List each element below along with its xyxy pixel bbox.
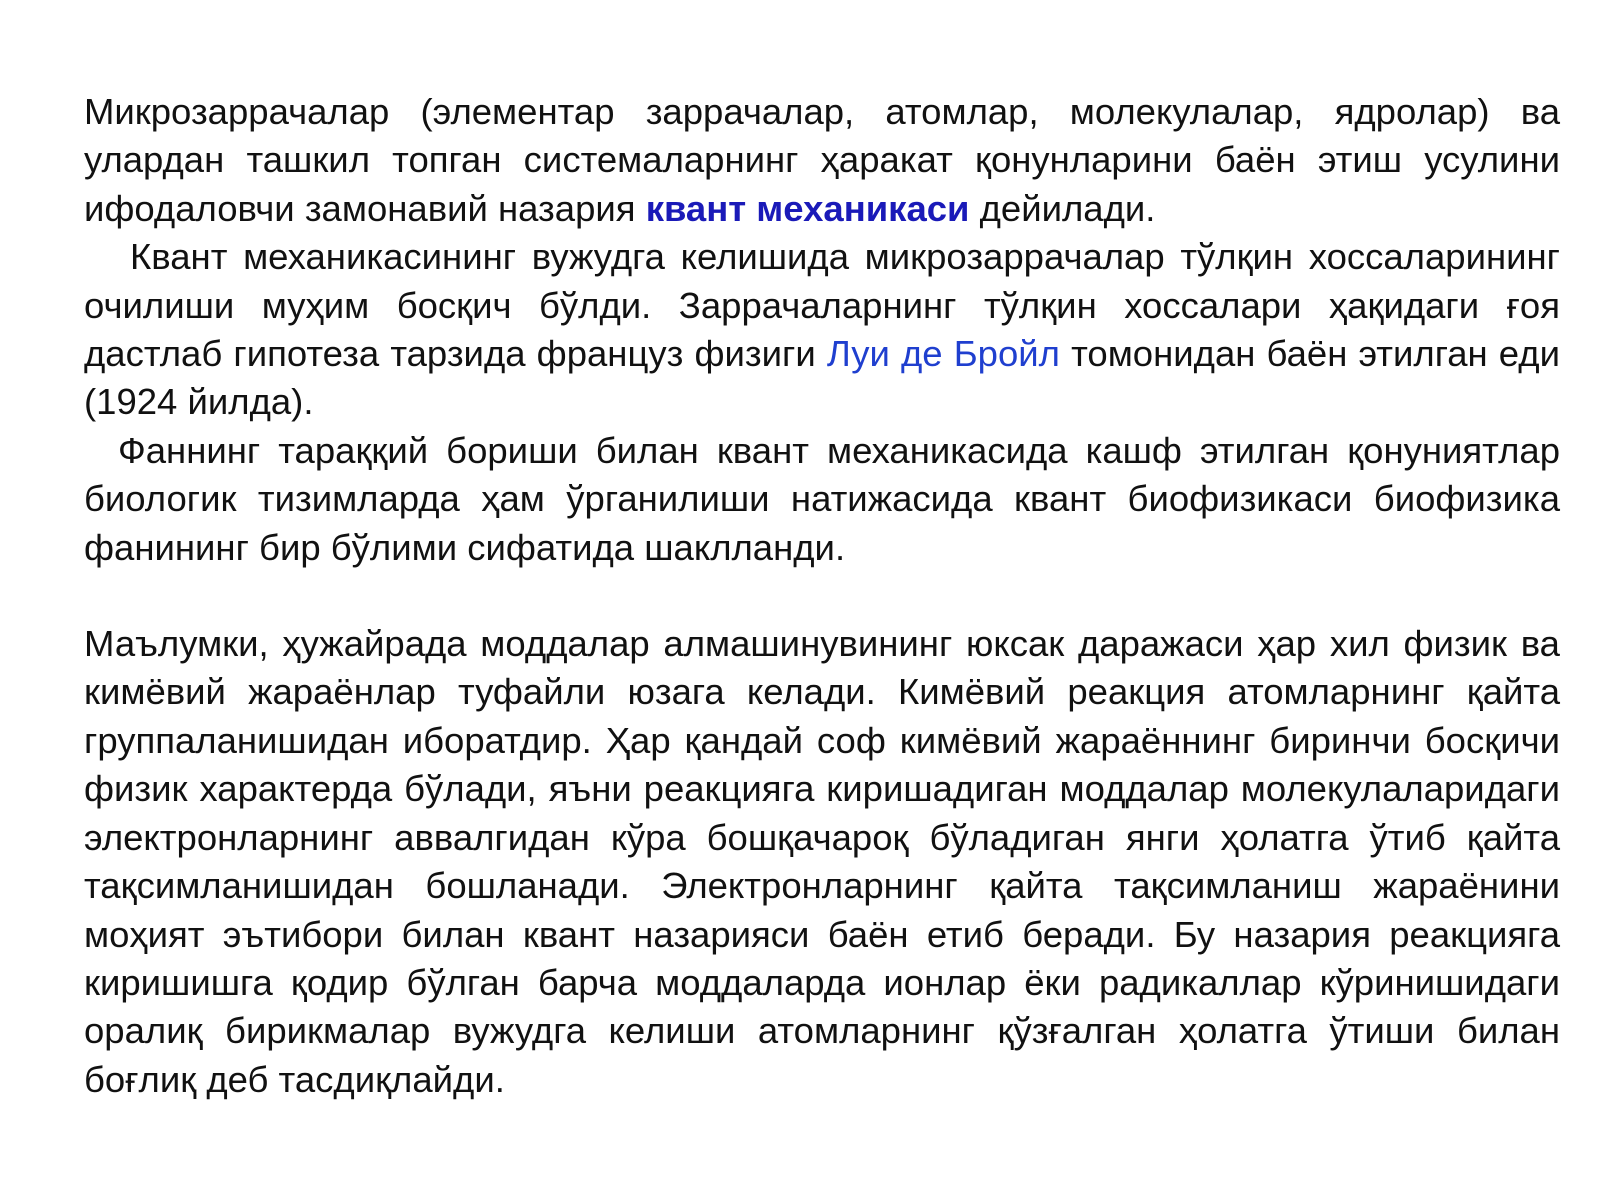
paragraph-text: Фаннинг тараққий бориши билан квант механикасида кашф этилган қонуниятлар биологик тизимларда ҳам ўрганилиши натижасида квант биофизикаси биофизика фанининг бир бўлими сифатида шаклланди. [84,429,1560,568]
paragraph-quantum-mechanics-definition [84,88,1560,233]
paragraph-text: дейилади. [969,187,1156,229]
paragraph-text: Маълумки, ҳужайрада моддалар алмашинувининг юксак даражаси ҳар хил физик ва кимёвий жараёнлар туфайли юзага келади. Кимёвий реакция атомларнинг қайта группаланишидан иборатдир. Ҳар қандай соф кимёвий жараённинг биринчи босқичи физик характерда бўлади, яъни реакцияга киришадиган моддалар молекулаларидаги электронларнинг аввалгидан кўра бошқачароқ бўладиган янги ҳолатга ўтиб қайта тақсимланишидан бошланади. Электронларнинг қайта тақсимланиш жараёнини моҳият эътибори билан квант назарияси баён етиб беради. Бу назария реакцияга киришишга қодир бўлган барча моддаларда ионлар ёки радикаллар кўринишидаги оралиқ бирикмалар вужудга келиши атомларнинг қўзғалган ҳолатга ўтиши билан боғлиқ деб тасдиқлайди. [84,623,1560,1100]
highlighted-name: Луи де Бройл [826,333,1060,375]
document-body [84,88,1560,1104]
paragraph-wave-properties [84,233,1560,427]
paragraph-text: Квант механикасининг вужудга келишида микрозаррачалар тўлқин хоссаларининг очилиши муҳим босқич бўлди. Заррачаларнинг тўлқин хоссалари ҳақидаги ғоя дастлаб гипотеза тарзида француз физиги [84,236,1560,375]
highlighted-term: квант механикаси [645,187,970,229]
paragraph-text: Микрозаррачалар (элементар заррачалар, атомлар, молекулалар, ядролар) ва улардан ташкил топган системаларнинг ҳаракат қонунларини баён этиш усулини ифодаловчи замонавий назария [84,91,1560,229]
paragraph-quantum-biophysics [84,427,1560,572]
paragraph-chemical-reactions [84,620,1560,1104]
paragraph-text: томонидан баён этилган еди (1924 йилда). [84,333,1560,423]
paragraph-gap [84,572,1560,620]
